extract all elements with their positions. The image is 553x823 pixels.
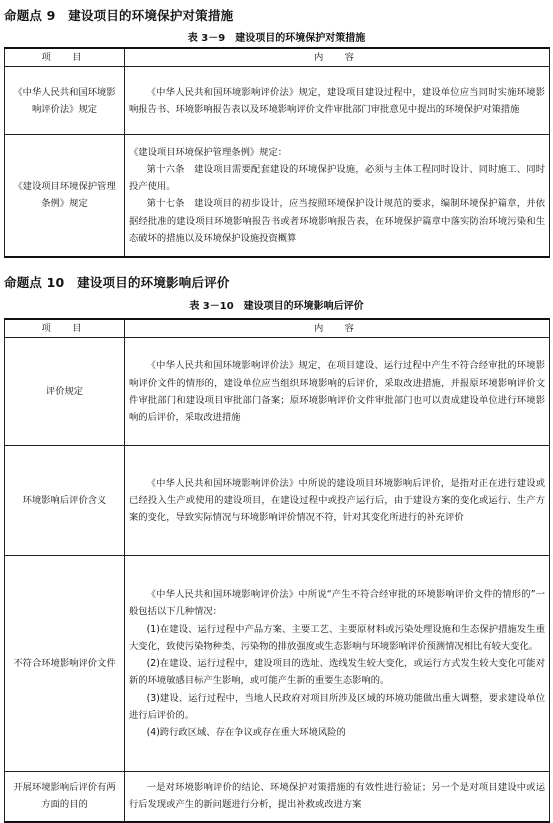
content-paragraph: (4)跨行政区域、存在争议或存在重大环境风险的	[146, 726, 346, 738]
row-content	[125, 338, 550, 446]
table-3-9-caption: 表 3－9 建设项目的环境保护对策措施	[187, 33, 366, 44]
table-header-row	[5, 48, 550, 67]
content-paragraph: (3)建设、运行过程中，当地人民政府对项目所涉及区域的环境功能做出重大调整，要求建设单位进行后评价的。	[129, 692, 545, 721]
table-row	[5, 135, 550, 257]
content-paragraph: 《中华人民共和国环境影响评价法》中所说的建设项目环境影响后评价，是指对正在进行建设或已经投入生产或使用的建设项目，在建设过程中或投产运行后，由于建设方案的变化或运行、生产方案的变化，导致实际情况与环境影响评价情况不符，针对其变化所进行的补充评价	[129, 477, 545, 524]
header-item: 项 目	[5, 319, 125, 338]
table-3-10	[4, 318, 550, 823]
row-content	[125, 446, 550, 556]
table-header-row	[5, 319, 550, 338]
section-9-title: 命题点 9 建设项目的环境保护对策措施	[4, 8, 234, 23]
table-row	[5, 556, 550, 772]
content-paragraph: 《中华人民共和国环境影响评价法》中所说“产生不符合经审批的环境影响评价文件的情形的”一般包括以下几种情况：	[129, 589, 545, 618]
content-paragraph: 《建设项目环境保护管理条例》规定：	[129, 146, 288, 158]
content-paragraph: (1)在建设、运行过程中产品方案、主要工艺、主要原材料或污染处理设施和生态保护措施发生重大变化，致使污染物种类、污染物的排放强度或生态影响与环境影响评价预测情况相比有较大变化。	[129, 623, 545, 652]
row-content	[125, 772, 550, 822]
row-item-label: 环境影响后评价含义	[5, 446, 125, 556]
content-paragraph: 第十七条 建设项目的初步设计，应当按照环境保护设计规范的要求，编制环境保护篇章，并依据经批准的建设项目环境影响报告书或者环境影响报告表，在环境保护篇章中落实防治环境污染和生态破坏的措施以及环境保护设施投资概算	[129, 198, 545, 244]
table-row	[5, 338, 550, 446]
content-paragraph: (2)在建设、运行过程中，建设项目的选址、选线发生较大变化，或运行方式发生较大变化可能对新的环境敏感目标产生影响，或可能产生新的重要生态影响的。	[129, 658, 545, 687]
table-row	[5, 772, 550, 822]
row-item-label: 不符合环境影响评价文件	[5, 556, 125, 772]
table-row	[5, 67, 550, 135]
row-content	[125, 556, 550, 772]
row-item-label: 开展环境影响后评价有两方面的目的	[5, 772, 125, 822]
row-content	[125, 67, 550, 135]
row-item-label: 评价规定	[5, 338, 125, 446]
content-paragraph: 《中华人民共和国环境影响评价法》规定，建设项目建设过程中，建设单位应当同时实施环境影响报告书、环境影响报告表以及环境影响评价文件审批部门审批意见中提出的环境保护对策措施	[129, 86, 545, 115]
row-item-label: 《中华人民共和国环境影响评价法》规定	[5, 67, 125, 135]
content-paragraph: 一是对环境影响评价的结论、环境保护对策措施的有效性进行验证；另一个是对项目建设中或运行后发现或产生的新问题进行分析，提出补救或改进方案	[129, 782, 545, 811]
header-content: 内 容	[125, 319, 550, 338]
table-3-9	[4, 47, 550, 258]
content-paragraph: 第十六条 建设项目需要配套建设的环境保护设施，必须与主体工程同时设计、同时施工、同时投产使用。	[129, 164, 545, 193]
header-content: 内 容	[125, 48, 550, 67]
table-row	[5, 446, 550, 556]
row-content	[125, 135, 550, 257]
section-10-title: 命题点 10 建设项目的环境影响后评价	[4, 275, 230, 290]
table-3-10-caption: 表 3－10 建设项目的环境影响后评价	[189, 301, 364, 312]
header-item: 项 目	[5, 48, 125, 67]
content-paragraph: 《中华人民共和国环境影响评价法》规定，在项目建设、运行过程中产生不符合经审批的环境影响评价文件的情形的，建设单位应当组织环境影响的后评价，采取改进措施，并报原环境影响评价文件审批部门和建设项目审批部门备案；原环境影响评价文件审批部门也可以责成建设单位进行环境影响的后评价，采取改进措施	[129, 360, 545, 423]
row-item-label: 《建设项目环境保护管理条例》规定	[5, 135, 125, 257]
